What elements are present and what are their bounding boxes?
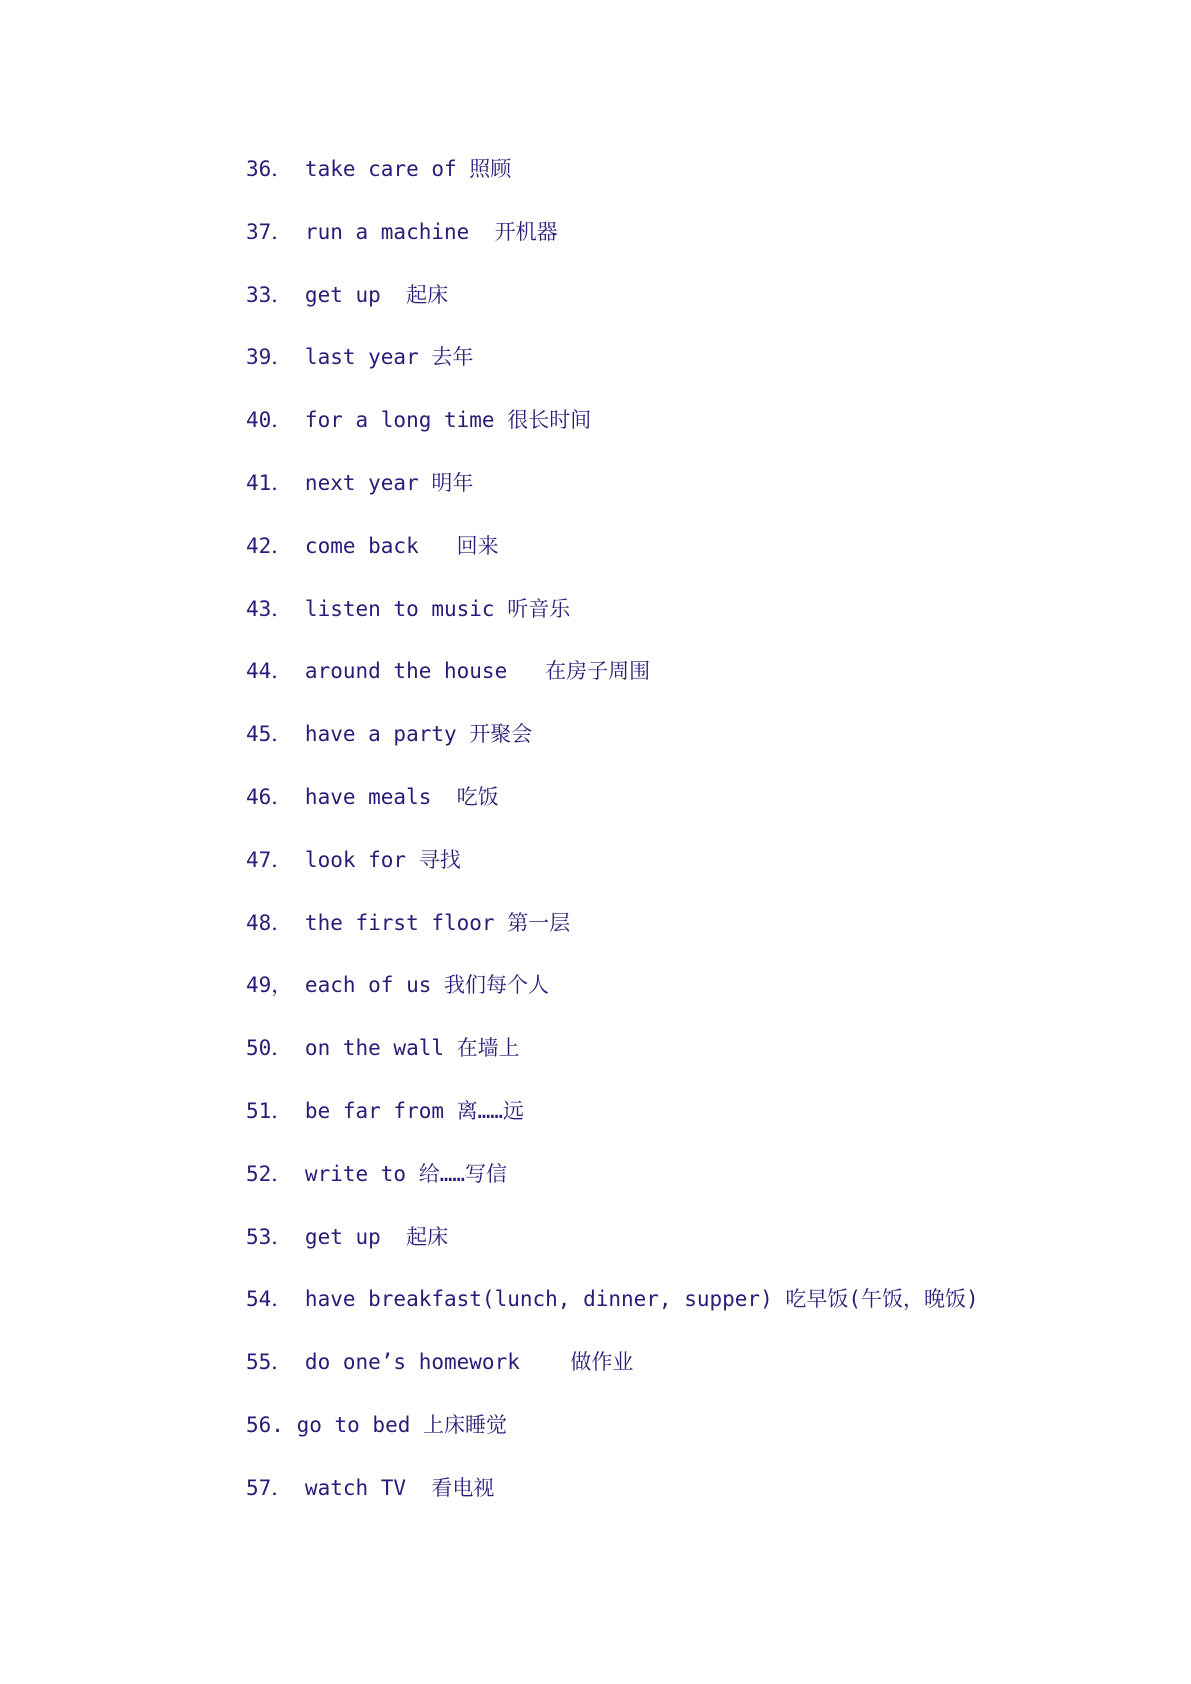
list-item: 36． take care of 照顾 (246, 157, 512, 181)
list-item: 37． run a machine 开机器 (246, 219, 558, 244)
list-item: 42． come back 回来 (246, 533, 499, 558)
list-item: 48． the first floor 第一层 (246, 910, 571, 935)
list-item: 40． for a long time 很长时间 (246, 408, 592, 433)
phrase-list (246, 152, 1146, 1534)
list-item: 53． get up 起床 (246, 1224, 449, 1249)
list-item: 51． be far from 离……远 (246, 1098, 524, 1123)
list-item: 57． watch TV 看电视 (246, 1475, 495, 1500)
list-item: 44． around the house 在房子周围 (246, 659, 651, 684)
list-item: 33． get up 起床 (246, 282, 449, 307)
list-item: 52． write to 给……写信 (246, 1161, 508, 1186)
list-item: 49， each of us 我们每个人 (246, 973, 550, 998)
list-item: 47． look for 寻找 (246, 847, 461, 872)
list-item: 54． have breakfast(lunch, dinner, supper) 吃早饭(午饭，晚饭) (246, 1287, 979, 1312)
list-item: 46． have meals 吃饭 (246, 784, 499, 809)
list-item: 50． on the wall 在墙上 (246, 1036, 520, 1061)
list-item: 41． next year 明年 (246, 470, 474, 495)
list-item: 55． do one’s homework 做作业 (246, 1350, 634, 1375)
list-item: 45． have a party 开聚会 (246, 722, 533, 747)
list-item: 56. go to bed 上床睡觉 (246, 1412, 508, 1437)
list-item: 43． listen to music 听音乐 (246, 596, 571, 621)
list-item: 39． last year 去年 (246, 345, 474, 370)
